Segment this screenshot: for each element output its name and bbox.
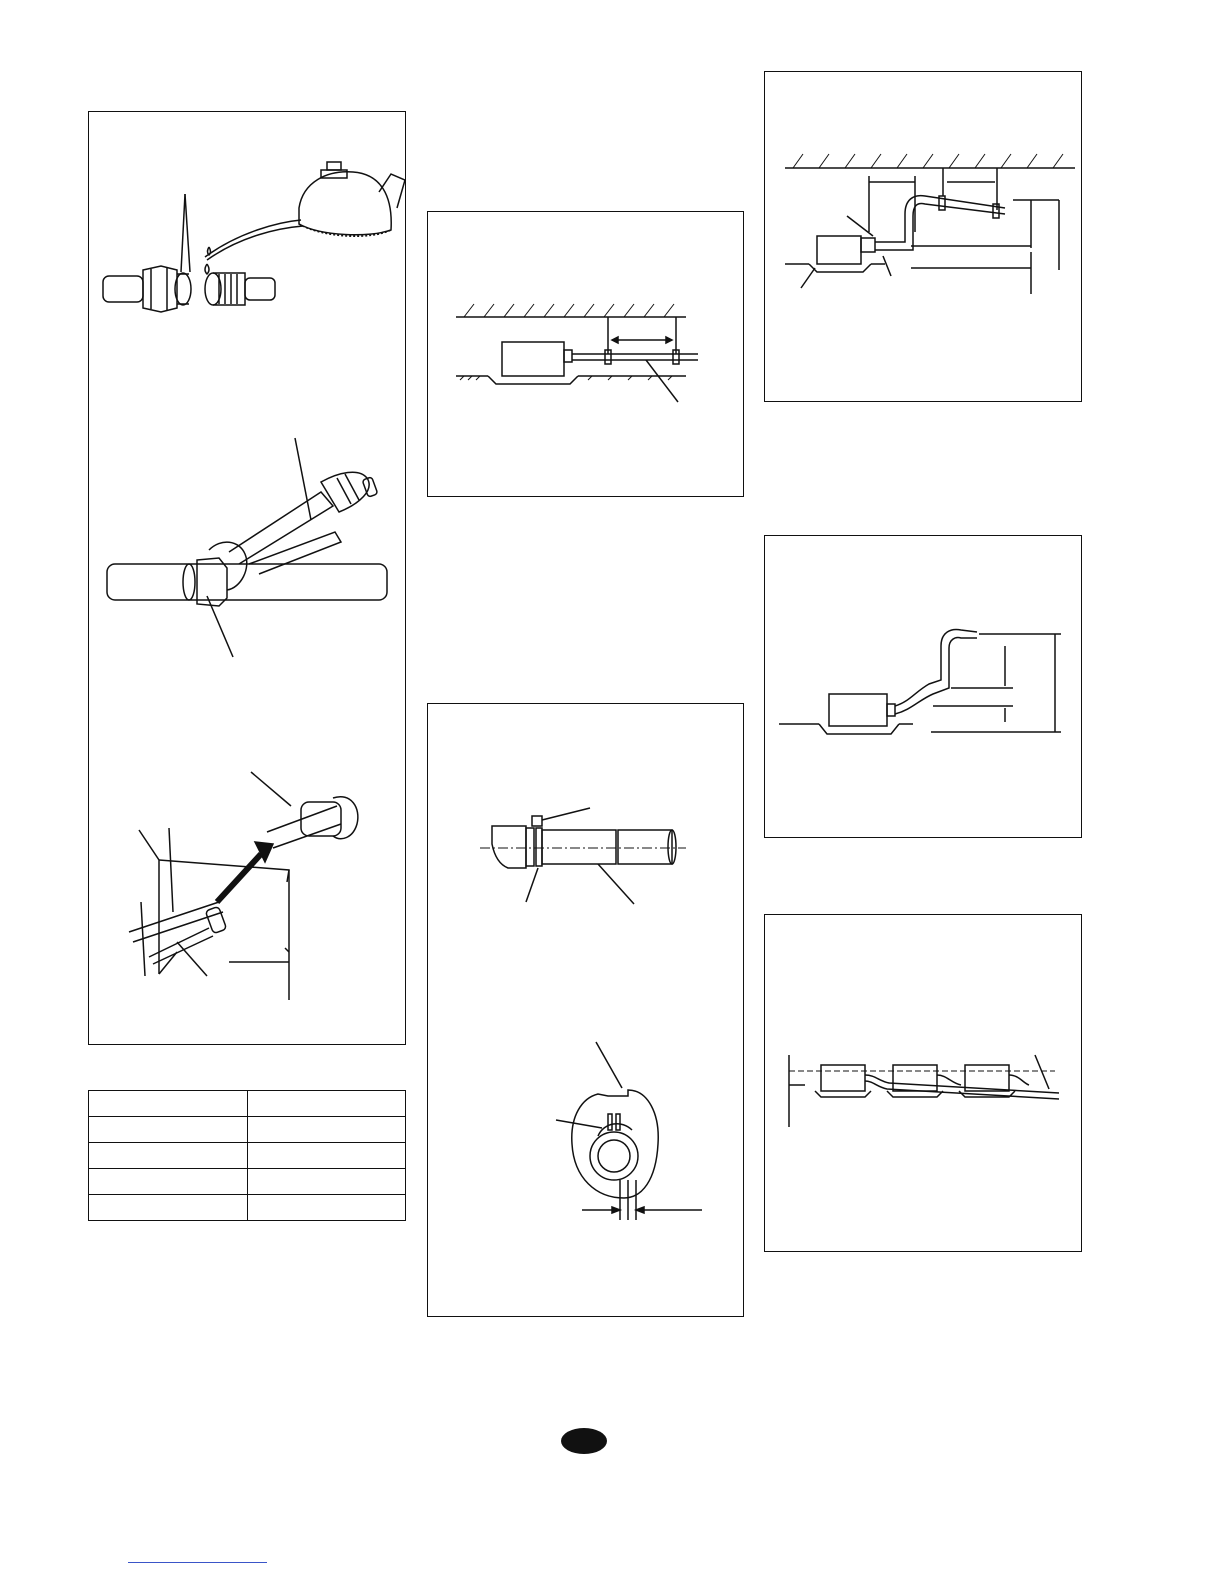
upward-riser-figure bbox=[764, 71, 1082, 402]
flare-oil-and-tighten-figure bbox=[88, 111, 406, 1045]
table-row bbox=[89, 1117, 406, 1143]
table-cell bbox=[247, 1169, 406, 1195]
table-cell bbox=[247, 1195, 406, 1221]
table-cell bbox=[89, 1117, 248, 1143]
table-cell bbox=[89, 1169, 248, 1195]
drain-rise-figure bbox=[764, 535, 1082, 838]
table-cell bbox=[89, 1195, 248, 1221]
multi-unit-drain-figure bbox=[764, 914, 1082, 1252]
footer-link[interactable] bbox=[128, 1548, 267, 1563]
page-number-badge bbox=[561, 1428, 607, 1454]
spec-table bbox=[88, 1090, 406, 1221]
table-cell bbox=[89, 1091, 248, 1117]
table-cell bbox=[247, 1143, 406, 1169]
table-row bbox=[89, 1169, 406, 1195]
table-row bbox=[89, 1143, 406, 1169]
table-cell bbox=[89, 1143, 248, 1169]
table-row bbox=[89, 1091, 406, 1117]
ceiling-pipe-support-figure bbox=[427, 211, 744, 497]
table-cell bbox=[247, 1117, 406, 1143]
table-row bbox=[89, 1195, 406, 1221]
pipe-insulation-wrap-figure bbox=[427, 703, 744, 1317]
table-cell bbox=[247, 1091, 406, 1117]
